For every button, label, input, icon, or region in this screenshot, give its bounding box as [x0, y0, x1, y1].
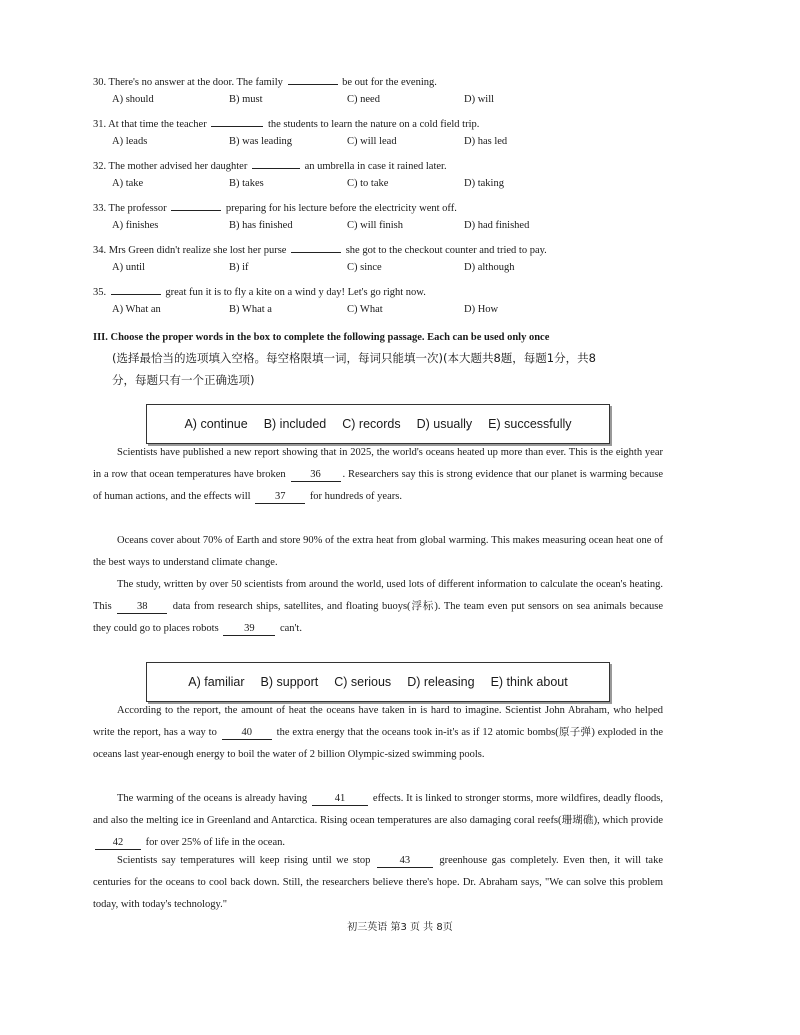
option-c: C) need [347, 94, 380, 105]
question-34 [93, 242, 673, 256]
question-30 [93, 74, 673, 88]
blank-37: 37 [255, 491, 305, 504]
word-choice: B) support [260, 675, 319, 689]
options-32 [112, 178, 672, 192]
passage1-paragraph3 [93, 574, 663, 640]
option-b: B) was leading [229, 136, 292, 147]
section-instruction [112, 347, 672, 391]
option-a: A) until [112, 262, 145, 273]
blank-40: 40 [222, 727, 272, 740]
answer-blank [291, 242, 341, 253]
passage1-paragraph2 [93, 530, 663, 574]
passage-text: data from research ships, satellites, and floating buoys(浮标). The team even put sensors on sea animals because they could go to places robots [93, 601, 663, 634]
option-c: C) since [347, 262, 382, 273]
option-a: A) What an [112, 304, 161, 315]
question-text: be out for the evening. [342, 77, 437, 88]
word-box-2 [146, 662, 610, 702]
word-choice: E) successfully [488, 417, 572, 431]
option-d: D) although [464, 262, 515, 273]
word-choice: A) familiar [188, 675, 245, 689]
option-c: C) will lead [347, 136, 397, 147]
blank-36: 36 [291, 469, 341, 482]
word-choice: C) serious [334, 675, 392, 689]
option-a: A) should [112, 94, 154, 105]
passage-text: . Researchers say this is strong evidence that our planet is warming because of human actions, and the effects will [93, 469, 663, 502]
option-c: C) to take [347, 178, 389, 189]
option-a: A) finishes [112, 220, 159, 231]
passage1-paragraph1 [93, 442, 663, 508]
blank-43: 43 [377, 855, 433, 868]
option-b: B) if [229, 262, 249, 273]
option-b: B) takes [229, 178, 264, 189]
answer-blank [171, 200, 221, 211]
blank-41: 41 [312, 793, 368, 806]
question-text: 31. At that time the teacher [93, 119, 207, 130]
option-d: D) had finished [464, 220, 530, 231]
option-a: A) leads [112, 136, 148, 147]
question-32 [93, 158, 673, 172]
question-text: 34. Mrs Green didn't realize she lost her purse [93, 245, 287, 256]
question-33 [93, 200, 673, 214]
passage-text: can't. [279, 623, 302, 634]
word-choice: D) usually [416, 417, 473, 431]
option-b: B) What a [229, 304, 272, 315]
word-box-1 [146, 404, 610, 444]
question-text: preparing for his lecture before the electricity went off. [225, 203, 457, 214]
options-30 [112, 94, 672, 108]
passage-text: The warming of the oceans is already having [117, 793, 308, 804]
answer-blank [288, 74, 338, 85]
question-text: the students to learn the nature on a cold field trip. [267, 119, 480, 130]
option-d: D) taking [464, 178, 504, 189]
option-b: B) must [229, 94, 263, 105]
word-choice: A) continue [184, 417, 248, 431]
word-choice: B) included [263, 417, 327, 431]
passage-text: the extra energy that the oceans took in-it's as if 12 atomic bombs(原子弹) exploded in the oceans last year-enough energy to boil the water of 2 billion Olympic-sized swimming pools. [93, 727, 664, 760]
passage-text: for over 25% of life in the ocean. [145, 837, 285, 848]
word-choice: C) records [342, 417, 401, 431]
instruction-line: (选择最恰当的选项填入空格。每空格限填一词，每词只能填一次)(本大题共8题，每题1分，共8 [112, 351, 596, 365]
question-text: 33. The professor [93, 203, 167, 214]
answer-blank [211, 116, 263, 127]
question-text: 35. [93, 287, 107, 298]
page-footer: 初三英语 第3 页 共 8页 [347, 922, 453, 933]
question-35 [93, 284, 673, 298]
passage-text: greenhouse gas completely. Even then, it will take centuries for the oceans to cool back down. Still, the researchers believe there's hope. Dr. Abraham says, "We can solve this problem today, with today's technology." [93, 855, 664, 910]
section-heading: III. Choose the proper words in the box to complete the following passage. Each can be used only once [93, 332, 550, 343]
question-text: she got to the checkout counter and tried to pay. [345, 245, 547, 256]
passage-text: for hundreds of years. [309, 491, 402, 502]
option-d: D) How [464, 304, 499, 315]
passage-text: According to the report, the amount of heat the oceans have taken in is hard to imagine. Scientist John Abraham, who helped write the report, has a way to [93, 705, 663, 738]
option-c: C) will finish [347, 220, 404, 231]
question-text: 30. There's no answer at the door. The family [93, 77, 283, 88]
passage-text: The study, written by over 50 scientists from around the world, used lots of different information to calculate the ocean's heating. This [93, 579, 663, 612]
options-31 [112, 136, 672, 150]
question-31 [93, 116, 673, 130]
question-text: great fun it is to fly a kite on a wind y day! Let's go right now. [165, 287, 426, 298]
option-d: D) will [464, 94, 495, 105]
option-d: D) has led [464, 136, 508, 147]
blank-39: 39 [223, 623, 275, 636]
question-text: an umbrella in case it rained later. [304, 161, 447, 172]
option-c: C) What [347, 304, 383, 315]
option-b: B) has finished [229, 220, 293, 231]
blank-42: 42 [95, 837, 141, 850]
passage2-paragraph1 [93, 700, 663, 766]
options-34 [112, 262, 672, 276]
passage2-paragraph3 [93, 850, 663, 916]
instruction-line: 分，每题只有一个正确选项) [112, 373, 255, 387]
passage-text: Oceans cover about 70% of Earth and store 90% of the extra heat from global warming. This makes measuring ocean heat one of the best ways to understand climate change. [93, 535, 663, 568]
word-choice: E) think about [490, 675, 568, 689]
options-33 [112, 220, 672, 234]
passage-text: Scientists say temperatures will keep rising until we stop [117, 855, 371, 866]
option-a: A) take [112, 178, 144, 189]
passage-text: effects. It is linked to stronger storms, more wildfires, deadly floods, and also the melting ice in Greenland and Antarctica. Rising ocean temperatures are also damaging coral reefs(珊瑚礁), which provide [93, 793, 664, 826]
options-35 [112, 304, 672, 318]
question-text: 32. The mother advised her daughter [93, 161, 248, 172]
answer-blank [252, 158, 300, 169]
blank-38: 38 [117, 601, 167, 614]
word-choice: D) releasing [407, 675, 475, 689]
answer-blank [111, 284, 161, 295]
passage2-paragraph2 [93, 788, 663, 854]
passage-text: Scientists have published a new report showing that in 2025, the world's oceans heated up more than ever. This is the eighth year in a row that ocean temperatures have broken [93, 447, 663, 480]
